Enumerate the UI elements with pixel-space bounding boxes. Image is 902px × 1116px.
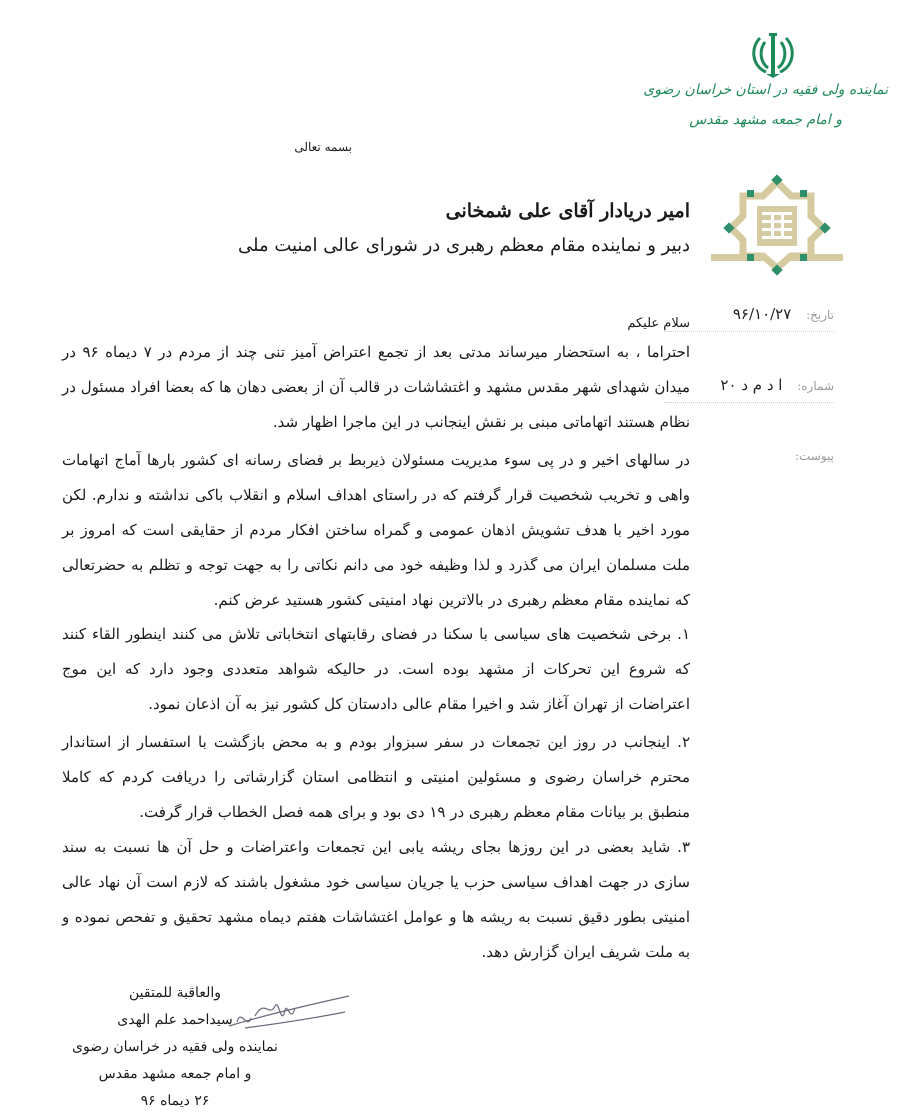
signer-title-line2: و امام جمعه مشهد مقدس xyxy=(98,1066,252,1082)
shrine-logo-icon xyxy=(711,172,843,280)
handwritten-signature-icon xyxy=(225,988,355,1038)
iran-emblem-icon xyxy=(748,30,798,80)
number-label: شماره: xyxy=(797,379,834,393)
numbered-item: ۱. برخی شخصیت های سیاسی با سکنا در فضای رقابتهای انتخاباتی تلاش می کنند اینطور القاء کنند که شروع این تحرکات از مشهد بوده است. در حالیکه شواهد متعددی وجود دارد که این موج اعتراضات از تهران آغاز شد و اخیرا مقام عالی دادستان کل کشور نیز به آن اذعان نمود. xyxy=(62,625,690,713)
signature-date: ۲۶ دیماه ۹۶ xyxy=(140,1093,210,1109)
date-label: تاریخ: xyxy=(806,308,834,322)
closing-phrase: والعاقبة للمتقین xyxy=(129,985,221,1001)
signer-name: سیداحمد علم الهدی xyxy=(117,1012,233,1028)
bismillah-heading: بسمه تعالی xyxy=(294,140,352,154)
numbered-item: ۳. شاید بعضی در این روزها بجای ریشه یابی این تجمعات واعتراضات و حل آن ها نسبت به سند سازی در جهت اهداف سیاسی حزب یا جریان سیاسی خود مشغول باشند که لازم است آن نهاد عالی امنیتی بطور دقیق نسبت به ریشه ها و عوامل اغتشاشات هفتم دیماه مشهد تحقیق و تفحص نموده و به ملت شریف ایران گزارش دهد. xyxy=(62,838,690,961)
org-name-line1: نماینده ولی فقیه در استان خراسان رضوی xyxy=(643,82,888,98)
addressee-name: امیر دریادار آقای علی شمخانی xyxy=(445,200,690,222)
addressee-title: دبیر و نماینده مقام معظم رهبری در شورای عالی امنیت ملی xyxy=(238,235,690,256)
number-value: ا د م د ۲۰ xyxy=(720,376,783,394)
numbered-item: ۲. اینجانب در روز این تجمعات در سفر سبزوار بودم و به محض بازگشت با استفسار از استاندار محترم خراسان رضوی و مسئولین امنیتی و انتظامی استان گزارشاتی را دریافت کردم که کاملا منطبق بر بیانات مقام معظم رهبری در ۱۹ دی بود و برای همه فصل الخطاب قرار گرفت. xyxy=(62,733,690,821)
date-value: ۹۶/۱۰/۲۷ xyxy=(732,305,792,323)
greeting: سلام علیکم xyxy=(627,316,690,331)
signer-title-line1: نماینده ولی فقیه در خراسان رضوی xyxy=(72,1039,278,1055)
attachment-label: پیوست: xyxy=(794,449,834,463)
org-name-line2: و امام جمعه مشهد مقدس xyxy=(689,112,842,128)
body-paragraph: در سالهای اخیر و در پی سوء مدیریت مسئولان ذیربط بر فضای رسانه ای کشور بارها آماج اتهامات واهی و تخریب شخصیت قرار گرفتم که در راستای اهداف اسلام و انقلاب باکی نداشته و ندارم. لکن مورد اخیر با هدف تشویش اذهان عمومی و گمراه ساختن افکار مردم از حقایقی است که امروز بر ملت مسلمان ایران می گذرد و لذا وظیفه خود می دانم نکاتی را به جهت توجه و تظلم به حضرتعالی که نماینده مقام معظم رهبری در بالاترین نهاد امنیتی کشور هستید عرض کنم. xyxy=(62,451,690,609)
body-paragraph: احتراما ، به استحضار میرساند مدتی بعد از تجمع اعتراض آمیز تنی چند از مردم در ۷ دیماه ۹۶ در میدان شهدای شهر مقدس مشهد و اغتشاشات در قالب آن از بعضی دهان ها که بعضا افراد مسئول در نظام هستند اتهاماتی مبنی بر نقش اینجانب در این ماجرا اظهار شد. xyxy=(62,343,690,431)
